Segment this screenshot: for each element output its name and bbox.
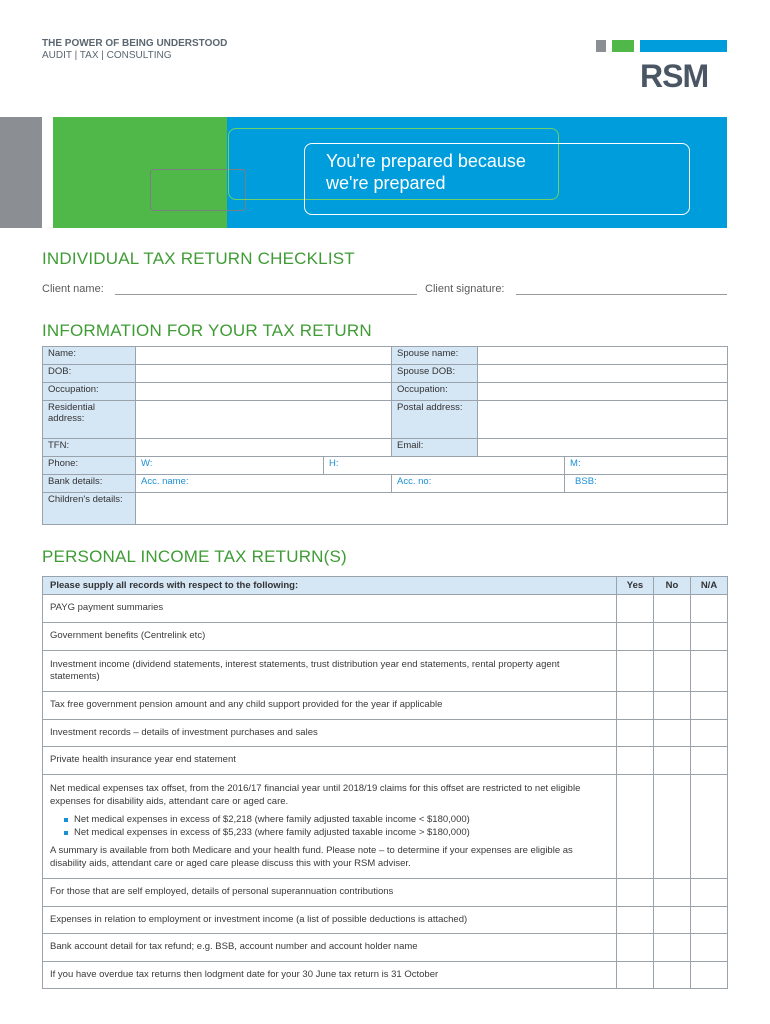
- checklist-title: INDIVIDUAL TAX RETURN CHECKLIST: [42, 249, 355, 268]
- col-yes: Yes: [617, 577, 654, 595]
- phone-home-field[interactable]: H:: [324, 457, 565, 475]
- no-checkbox[interactable]: [654, 720, 691, 747]
- occupation-label: Occupation:: [43, 383, 136, 401]
- name-label: Name:: [43, 347, 136, 365]
- no-checkbox[interactable]: [654, 934, 691, 962]
- no-checkbox[interactable]: [654, 879, 691, 907]
- client-signature-field[interactable]: [516, 294, 727, 295]
- email-field[interactable]: [478, 439, 728, 457]
- checklist-item: Private health insurance year end statement: [43, 747, 617, 775]
- yes-checkbox[interactable]: [617, 934, 654, 962]
- spouse-name-label: Spouse name:: [392, 347, 478, 365]
- checklist-item-medical: [43, 775, 617, 879]
- spouse-occupation-field[interactable]: [478, 383, 728, 401]
- phone-work-field[interactable]: W:: [136, 457, 324, 475]
- yes-checkbox[interactable]: [617, 879, 654, 907]
- medical-intro: Net medical expenses tax offset, from the 2016/17 financial year until 2018/19 claims for this offset are restricted to net eligible expenses for disability aids, attendant care or aged care.: [50, 783, 581, 807]
- no-checkbox[interactable]: [654, 907, 691, 934]
- dob-field[interactable]: [136, 365, 392, 383]
- medical-note: A summary is available from both Medicare and your health fund. Please note – to determine if your expenses are eligible as disability aids, attendant care or aged care please discuss this with your RSM adviser.: [50, 845, 573, 869]
- no-checkbox[interactable]: [654, 692, 691, 720]
- medical-bullets: [64, 814, 609, 839]
- checklist-item: Bank account detail for tax refund; e.g. BSB, account number and account holder name: [43, 934, 617, 962]
- yes-checkbox[interactable]: [617, 692, 654, 720]
- no-checkbox[interactable]: [654, 962, 691, 989]
- na-checkbox[interactable]: [691, 934, 728, 962]
- yes-checkbox[interactable]: [617, 651, 654, 692]
- bank-details-label: Bank details:: [43, 475, 136, 493]
- na-checkbox[interactable]: [691, 879, 728, 907]
- banner-grey-block: [0, 117, 42, 228]
- checklist-item: If you have overdue tax returns then lodgment date for your 30 June tax return is 31 October: [43, 962, 617, 989]
- no-checkbox[interactable]: [654, 623, 691, 651]
- tagline: [42, 38, 227, 62]
- spouse-occupation-label: Occupation:: [392, 383, 478, 401]
- checklist-item: Investment income (dividend statements, interest statements, trust distribution year end statements, rental property agent statements): [43, 651, 617, 692]
- checklist-item: For those that are self employed, details of personal superannuation contributions: [43, 879, 617, 907]
- info-table: [42, 346, 728, 525]
- na-checkbox[interactable]: [691, 747, 728, 775]
- info-section-title: INFORMATION FOR YOUR TAX RETURN: [42, 321, 372, 340]
- acc-name-field[interactable]: Acc. name:: [136, 475, 392, 493]
- banner-line2: we're prepared: [326, 173, 446, 193]
- phone-label: Phone:: [43, 457, 136, 475]
- no-checkbox[interactable]: [654, 651, 691, 692]
- income-checklist-table: [42, 576, 728, 989]
- email-label: Email:: [392, 439, 478, 457]
- na-checkbox[interactable]: [691, 962, 728, 989]
- na-checkbox[interactable]: [691, 907, 728, 934]
- occupation-field[interactable]: [136, 383, 392, 401]
- childrens-details-label: Children's details:: [43, 493, 136, 525]
- bsb-field[interactable]: BSB:: [565, 475, 728, 493]
- residential-address-field[interactable]: [136, 401, 392, 439]
- na-checkbox[interactable]: [691, 651, 728, 692]
- yes-checkbox[interactable]: [617, 962, 654, 989]
- dob-label: DOB:: [43, 365, 136, 383]
- checklist-item: Tax free government pension amount and any child support provided for the year if applicable: [43, 692, 617, 720]
- medical-bullet: Net medical expenses in excess of $5,233 (where family adjusted taxable income > $180,000): [64, 827, 609, 840]
- childrens-details-field[interactable]: [136, 493, 728, 525]
- na-checkbox[interactable]: [691, 775, 728, 879]
- no-checkbox[interactable]: [654, 775, 691, 879]
- no-checkbox[interactable]: [654, 595, 691, 623]
- income-section-title: PERSONAL INCOME TAX RETURN(S): [42, 547, 347, 566]
- checklist-header: Please supply all records with respect to the following:: [43, 577, 617, 595]
- yes-checkbox[interactable]: [617, 747, 654, 775]
- banner-slogan: [326, 150, 526, 194]
- spouse-dob-field[interactable]: [478, 365, 728, 383]
- client-name-field[interactable]: [115, 294, 417, 295]
- tagline-line1: THE POWER OF BEING UNDERSTOOD: [42, 38, 228, 49]
- tfn-field[interactable]: [136, 439, 392, 457]
- no-checkbox[interactable]: [654, 747, 691, 775]
- name-field[interactable]: [136, 347, 392, 365]
- na-checkbox[interactable]: [691, 720, 728, 747]
- yes-checkbox[interactable]: [617, 720, 654, 747]
- yes-checkbox[interactable]: [617, 775, 654, 879]
- na-checkbox[interactable]: [691, 692, 728, 720]
- checklist-item: Investment records – details of investment purchases and sales: [43, 720, 617, 747]
- rsm-logo: RSM: [640, 58, 709, 94]
- yes-checkbox[interactable]: [617, 907, 654, 934]
- checklist-item: Expenses in relation to employment or investment income (a list of possible deductions is attached): [43, 907, 617, 934]
- yes-checkbox[interactable]: [617, 623, 654, 651]
- na-checkbox[interactable]: [691, 623, 728, 651]
- tfn-label: TFN:: [43, 439, 136, 457]
- col-no: No: [654, 577, 691, 595]
- col-na: N/A: [691, 577, 728, 595]
- phone-mobile-field[interactable]: M:: [565, 457, 728, 475]
- client-name-label: Client name:: [42, 283, 104, 295]
- checklist-item: PAYG payment summaries: [43, 595, 617, 623]
- yes-checkbox[interactable]: [617, 595, 654, 623]
- postal-address-label: Postal address:: [392, 401, 478, 439]
- postal-address-field[interactable]: [478, 401, 728, 439]
- na-checkbox[interactable]: [691, 595, 728, 623]
- client-signature-label: Client signature:: [425, 283, 505, 295]
- banner-line1: You're prepared because: [326, 151, 526, 171]
- spouse-dob-label: Spouse DOB:: [392, 365, 478, 383]
- medical-bullet: Net medical expenses in excess of $2,218 (where family adjusted taxable income < $180,000): [64, 814, 609, 827]
- residential-address-label: Residential address:: [43, 401, 136, 439]
- tagline-line2: AUDIT | TAX | CONSULTING: [42, 50, 172, 61]
- checklist-item: Government benefits (Centrelink etc): [43, 623, 617, 651]
- spouse-name-field[interactable]: [478, 347, 728, 365]
- acc-no-field[interactable]: Acc. no:: [392, 475, 565, 493]
